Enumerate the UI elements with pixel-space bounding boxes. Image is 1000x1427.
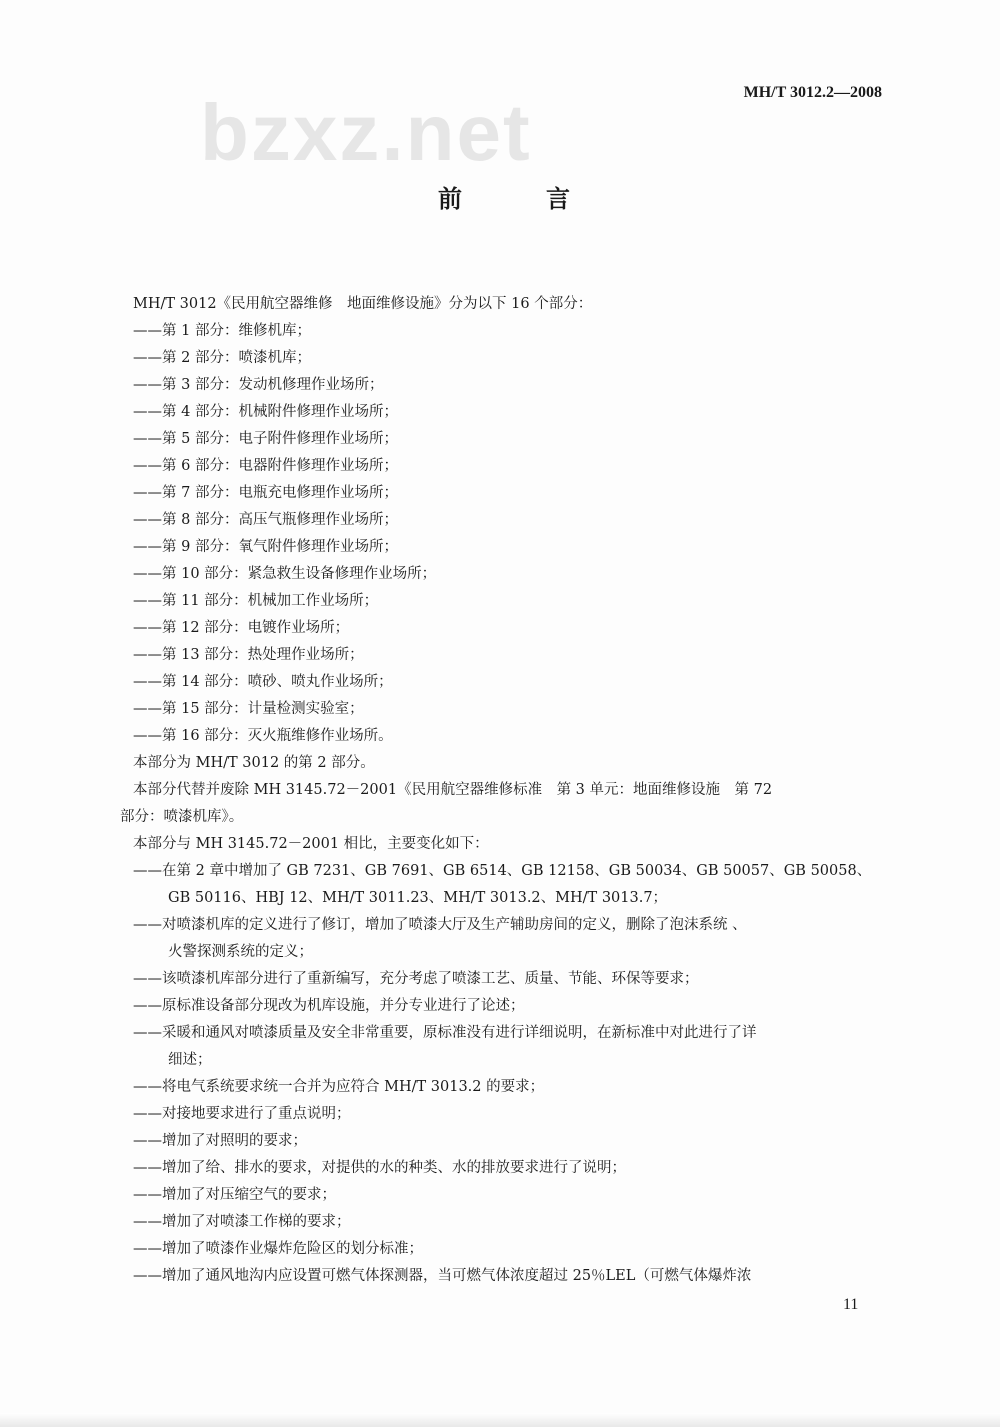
document-body [120, 291, 890, 1290]
change-item: ——增加了对压缩空气的要求； [133, 1187, 336, 1203]
section-title: 前 言 [438, 184, 600, 213]
change-item-continuation: 火警探测系统的定义； [168, 944, 313, 960]
replaces-line-2: 部分：喷漆机库》。 [120, 809, 244, 825]
part-list-item: ——第 4 部分：机械附件修理作业场所； [133, 404, 398, 420]
part-list-item: ——第 7 部分：电瓶充电修理作业场所； [133, 485, 398, 501]
change-item-continuation: GB 50116、HBJ 12、MH/T 3011.23、MH/T 3013.2、MH/T 3013.7； [168, 890, 668, 906]
part-list-item: ——第 9 部分：氧气附件修理作业场所； [133, 539, 398, 555]
change-item: ——增加了通风地沟内应设置可燃气体探测器，当可燃气体浓度超过 25％LEL（可燃气体爆炸浓 [133, 1268, 752, 1284]
part-list-item: ——第 10 部分：紧急救生设备修理作业场所； [133, 566, 437, 582]
part-list-item: ——第 15 部分：计量检测实验室； [133, 701, 364, 717]
part-list-item: ——第 11 部分：机械加工作业场所； [133, 593, 379, 609]
part-list-item: ——第 12 部分：电镀作业场所； [133, 620, 350, 636]
intro-paragraph: MH/T 3012《民用航空器维修 地面维修设施》分为以下 16 个部分： [133, 296, 593, 312]
scan-edge [0, 1413, 1000, 1427]
change-item: ——该喷漆机库部分进行了重新编写，充分考虑了喷漆工艺、质量、节能、环保等要求； [133, 971, 699, 987]
changes-list [120, 858, 890, 1290]
part-list-item: ——第 1 部分：维修机库； [133, 323, 311, 339]
part-list-item: ——第 8 部分：高压气瓶修理作业场所； [133, 512, 398, 528]
comparison-intro: 本部分与 MH 3145.72－2001 相比，主要变化如下： [133, 836, 489, 852]
change-item: ——对接地要求进行了重点说明； [133, 1106, 351, 1122]
change-item: ——增加了对照明的要求； [133, 1133, 307, 1149]
part-list-item: ——第 2 部分：喷漆机库； [133, 350, 311, 366]
part-list-item: ——第 13 部分：热处理作业场所； [133, 647, 364, 663]
page-number: 11 [843, 1296, 859, 1313]
change-item: ——在第 2 章中增加了 GB 7231、GB 7691、GB 6514、GB 12158、GB 50034、GB 50057、GB 50058、 [133, 863, 872, 879]
part-list-item: ——第 6 部分：电器附件修理作业场所； [133, 458, 398, 474]
change-item: ——增加了对喷漆工作梯的要求； [133, 1214, 351, 1230]
change-item: ——增加了给、排水的要求，对提供的水的种类、水的排放要求进行了说明； [133, 1160, 626, 1176]
change-item: ——将电气系统要求统一合并为应符合 MH/T 3013.2 的要求； [133, 1079, 545, 1095]
standard-number-header: MH/T 3012.2—2008 [743, 84, 882, 101]
replaces-line-1: 本部分代替并废除 MH 3145.72－2001《民用航空器维修标准 第 3 单元：地面维修设施 第 72 [133, 782, 773, 798]
change-item-continuation: 细述； [168, 1052, 212, 1068]
change-item: ——采暖和通风对喷漆质量及安全非常重要，原标准没有进行详细说明，在新标准中对此进行了详 [133, 1025, 757, 1041]
part-list-item: ——第 3 部分：发动机修理作业场所； [133, 377, 384, 393]
change-item: ——增加了喷漆作业爆炸危险区的划分标准； [133, 1241, 423, 1257]
parts-list [120, 318, 890, 750]
part-list-item: ——第 14 部分：喷砂、喷丸作业场所； [133, 674, 393, 690]
this-part-statement: 本部分为 MH/T 3012 的第 2 部分。 [133, 755, 375, 771]
watermark: bzxz.net [200, 88, 532, 177]
part-list-item: ——第 16 部分：灭火瓶维修作业场所。 [133, 728, 393, 744]
change-item: ——对喷漆机库的定义进行了修订，增加了喷漆大厅及生产辅助房间的定义，删除了泡沫系统 、 [133, 917, 747, 933]
change-item: ——原标准设备部分现改为机库设施，并分专业进行了论述； [133, 998, 525, 1014]
part-list-item: ——第 5 部分：电子附件修理作业场所； [133, 431, 398, 447]
